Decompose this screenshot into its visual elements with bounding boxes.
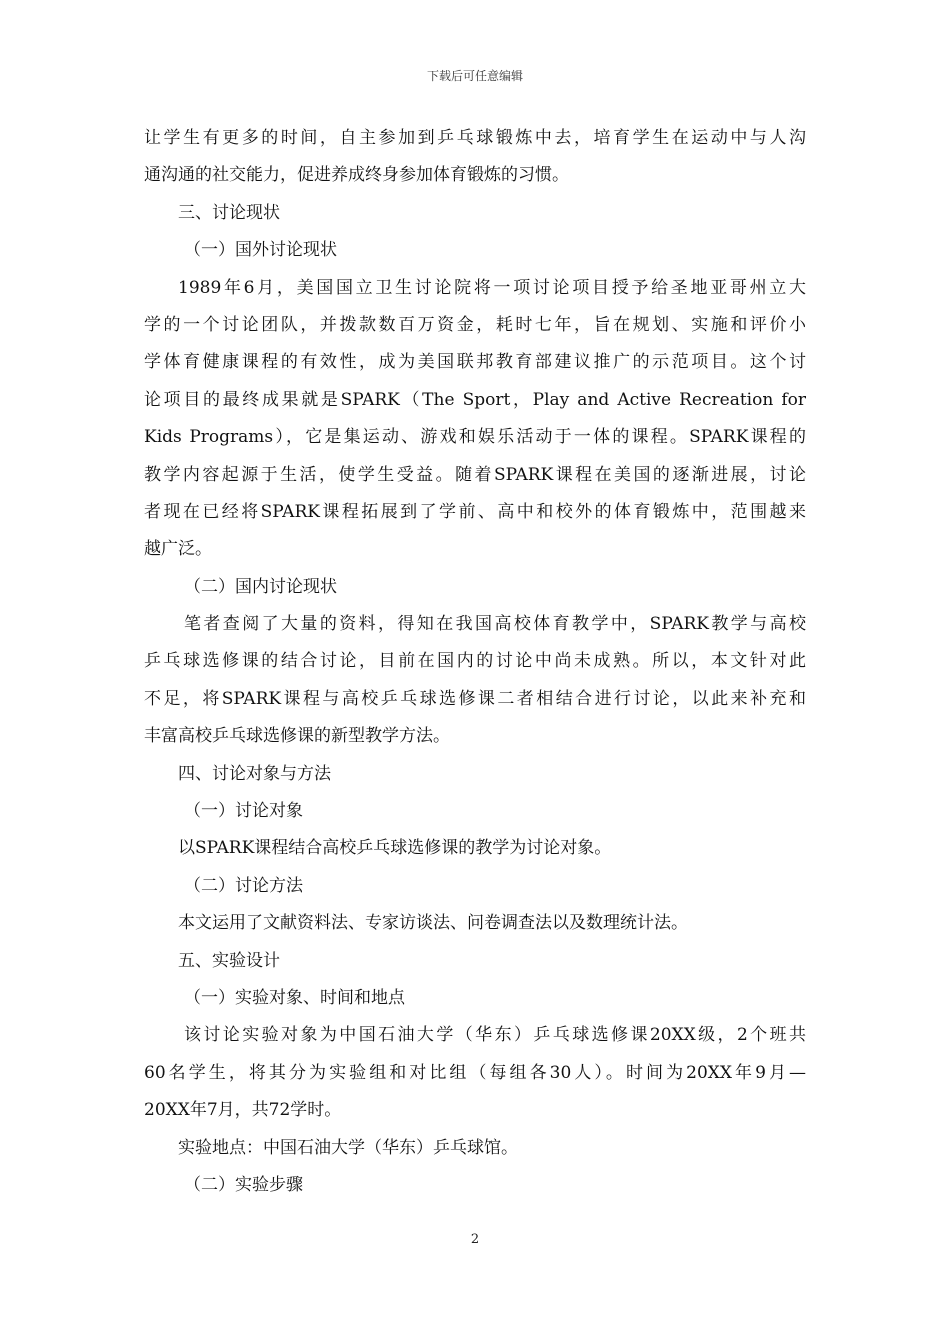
paragraph-line: 60名学生，将其分为实验组和对比组（每组各30人）。时间为20XX年9月— [144, 1062, 806, 1083]
paragraph-line: 四、讨论对象与方法 [178, 763, 331, 784]
paragraph-line: 者现在已经将SPARK课程拓展到了学前、高中和校外的体育锻炼中，范围越来 [144, 501, 806, 522]
paragraph-line: 学的一个讨论团队，并拨款数百万资金，耗时七年，旨在规划、实施和评价小 [144, 314, 806, 335]
paragraph-line: 乒乓球选修课的结合讨论，目前在国内的讨论中尚未成熟。所以，本文针对此 [144, 651, 806, 672]
paragraph-line: 让学生有更多的时间，自主参加到乒乓球锻炼中去，培育学生在运动中与人沟 [144, 128, 806, 148]
paragraph-line: 该讨论实验对象为中国石油大学（华东）乒乓球选修课20XX级，2个班共 [184, 1025, 806, 1046]
paragraph-line: （一）实验对象、时间和地点 [184, 987, 405, 1008]
paragraph-line: Kids Programs），它是集运动、游戏和娱乐活动于一体的课程。SPARK课程的 [144, 427, 806, 448]
paragraph-line: 1989年6月，美国国立卫生讨论院将一项讨论项目授予给圣地亚哥州立大 [178, 277, 806, 298]
paragraph-line: 笔者查阅了大量的资料，得知在我国高校体育教学中，SPARK教学与高校 [184, 614, 806, 635]
page-header: 下载后可任意编辑 [426, 69, 523, 83]
document-body [144, 120, 806, 1204]
paragraph-line: 丰富高校乒乓球选修课的新型教学方法。 [144, 726, 450, 747]
paragraph-line: （一）国外讨论现状 [184, 240, 337, 261]
paragraph-line: （二）国内讨论现状 [184, 576, 337, 597]
paragraph-line: （二）实验步骤 [184, 1174, 303, 1195]
paragraph-line: 通沟通的社交能力，促进养成终身参加体育锻炼的习惯。 [144, 165, 569, 186]
paragraph-line: 以SPARK课程结合高校乒乓球选修课的教学为讨论对象。 [178, 838, 612, 859]
paragraph-line: 本文运用了文献资料法、专家访谈法、问卷调查法以及数理统计法。 [178, 913, 688, 934]
paragraph-line: 学体育健康课程的有效性，成为美国联邦教育部建议推广的示范项目。这个讨 [144, 352, 806, 373]
paragraph-line: 三、讨论现状 [178, 202, 280, 223]
paragraph-line: 实验地点：中国石油大学（华东）乒乓球馆。 [178, 1137, 518, 1158]
paragraph-line: （二）讨论方法 [184, 875, 303, 896]
paragraph-line: 教学内容起源于生活，使学生受益。随着SPARK课程在美国的逐渐进展，讨论 [144, 464, 806, 485]
paragraph-line: （一）讨论对象 [184, 801, 303, 822]
paragraph-line: 越广泛。 [144, 539, 212, 560]
paragraph-line: 五、实验设计 [178, 950, 280, 971]
paragraph-line: 20XX年7月，共72学时。 [144, 1100, 342, 1121]
page-number: 2 [470, 1232, 480, 1247]
paragraph-line: 论项目的最终成果就是SPARK（The Sport，Play and Active Recreation for [144, 389, 806, 410]
paragraph-line: 不足，将SPARK课程与高校乒乓球选修课二者相结合进行讨论，以此来补充和 [144, 688, 806, 709]
